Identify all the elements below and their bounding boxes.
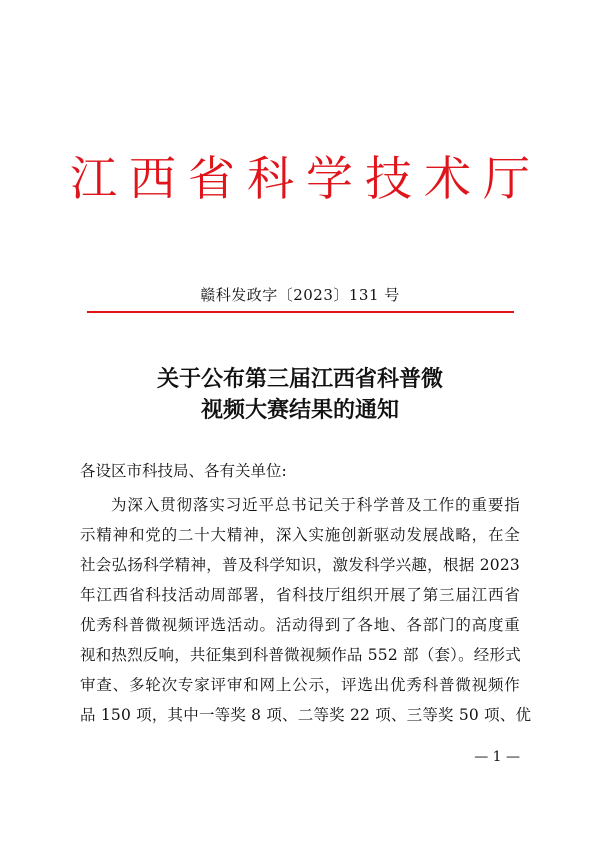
red-separator-line <box>87 311 514 313</box>
document-number: 赣科发政字〔2023〕131 号 <box>200 286 400 304</box>
body-line: 品 150 项，其中一等奖 8 项、二等奖 22 项、三等奖 50 项、优 <box>80 706 532 724</box>
body-line: 年江西省科技活动周部署，省科技厅组织开展了第三届江西省 <box>80 586 520 604</box>
body-line: 社会弘扬科学精神，普及科学知识，激发科学兴趣，根据 2023 <box>80 556 520 574</box>
salutation: 各设区市科技局、各有关单位: <box>80 462 287 480</box>
body-line: 为深入贯彻落实习近平总书记关于科学普及工作的重要指 <box>111 496 520 514</box>
title-line-2: 视频大赛结果的通知 <box>200 398 399 423</box>
body-paragraph <box>80 490 532 730</box>
page-number: — 1 — <box>474 749 520 765</box>
body-line: 视和热烈反响，共征集到科普微视频作品 552 部（套）。经形式 <box>80 646 521 664</box>
document-title <box>0 364 600 426</box>
title-line-1: 关于公布第三届江西省科普微 <box>156 367 443 392</box>
body-line: 审查、多轮次专家评审和网上公示，评选出优秀科普微视频作 <box>80 676 520 694</box>
issuing-authority-masthead: 江西省科学技术厅 <box>70 152 542 207</box>
body-line: 示精神和党的二十大精神，深入实施创新驱动发展战略，在全 <box>80 526 520 544</box>
body-line: 优秀科普微视频评选活动。活动得到了各地、各部门的高度重 <box>80 616 520 634</box>
